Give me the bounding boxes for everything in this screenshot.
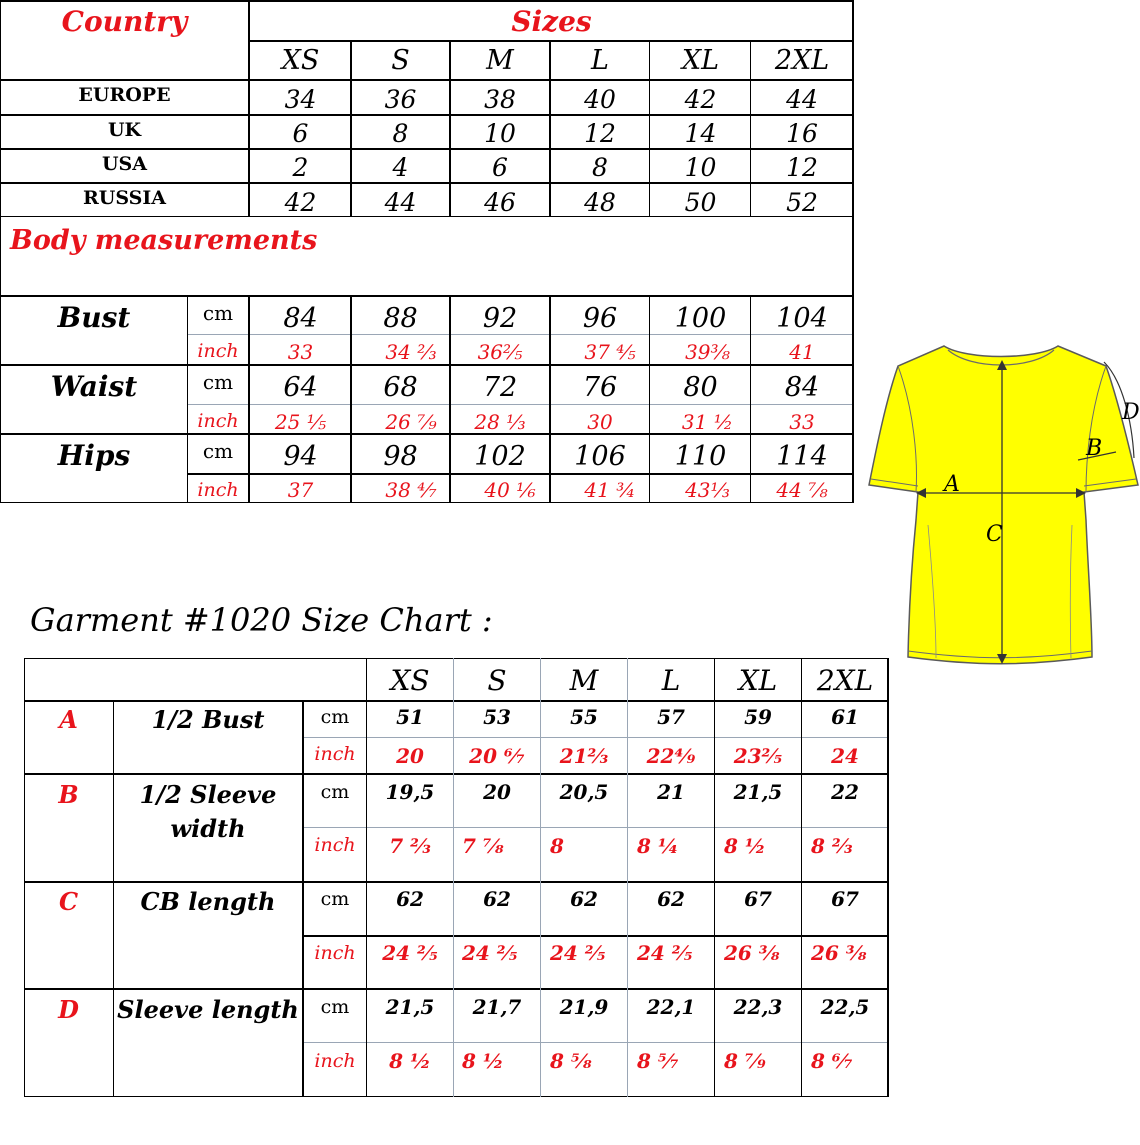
cm-value: 92 [482, 302, 518, 334]
inch-value: 30 [587, 410, 613, 434]
size-value: 12 [584, 118, 616, 148]
cm-value: 64 [283, 371, 318, 403]
inch-value: 41 ¾ [584, 478, 636, 502]
inch-value: 8 ⅔ [811, 834, 853, 858]
cm-value: 110 [674, 440, 727, 472]
garment-size-header-xs: XS [390, 663, 430, 697]
country-header: Country [61, 4, 188, 38]
inch-value: 8 ½ [462, 1049, 504, 1073]
unit-inch: inch [197, 339, 239, 362]
size-header-2xl: 2XL [774, 45, 830, 76]
garment-size-header-xl: XL [738, 663, 778, 697]
cm-value: 76 [582, 371, 618, 403]
unit-cm: cm [320, 888, 350, 910]
cm-value: 21,5 [733, 780, 783, 804]
country-label: RUSSIA [82, 187, 166, 209]
cm-value: 72 [482, 371, 518, 403]
inch-value: 34 ⅔ [385, 340, 437, 364]
inch-value: 26 ⅜ [811, 941, 867, 965]
unit-inch: inch [197, 478, 239, 501]
size-value: 4 [392, 152, 409, 182]
cm-value: 57 [657, 705, 685, 729]
cm-value: 55 [570, 705, 598, 729]
garment-size-header-l: L [661, 663, 681, 697]
size-value: 52 [786, 187, 818, 217]
inch-value: 37 [287, 478, 314, 502]
size-value: 10 [684, 152, 717, 182]
size-value: 42 [284, 187, 317, 217]
cm-value: 22,5 [820, 995, 870, 1019]
inch-value: 36⅖ [477, 340, 523, 364]
country-label: USA [101, 153, 148, 175]
body-measurements-title: Body measurements [10, 224, 318, 256]
cm-value: 19,5 [385, 780, 435, 804]
row-label: CB length [140, 886, 276, 916]
inch-value: 26 ⅜ [724, 941, 780, 965]
cm-value: 80 [683, 371, 718, 403]
size-value: 36 [384, 84, 417, 114]
inch-value: 7 ⅞ [462, 834, 504, 858]
unit-inch: inch [314, 942, 356, 964]
row-code: C [58, 886, 79, 916]
inch-value: 21⅔ [559, 744, 609, 768]
inch-value: 8 ⁶⁄₇ [811, 1049, 853, 1073]
inch-value: 39⅜ [685, 340, 730, 364]
cm-value: 22,1 [646, 995, 696, 1019]
cm-value: 59 [744, 705, 772, 729]
row-code: A [59, 704, 78, 734]
cm-value: 67 [831, 887, 859, 911]
size-value: 50 [684, 187, 717, 217]
cm-value: 20,5 [559, 780, 609, 804]
size-value: 44 [786, 84, 818, 114]
size-value: 38 [484, 84, 516, 114]
inch-value: 8 ¼ [637, 834, 679, 858]
cm-value: 62 [657, 887, 685, 911]
inch-value: 24 ⅖ [637, 941, 693, 965]
tshirt-diagram [866, 340, 1140, 670]
size-value: 10 [484, 118, 516, 148]
garment-chart-title: Garment #1020 Size Chart : [30, 601, 493, 639]
size-value: 44 [384, 187, 417, 217]
cm-value: 62 [483, 887, 511, 911]
diagram-label-d: D [1122, 399, 1140, 425]
unit-cm: cm [202, 301, 234, 325]
unit-cm: cm [320, 781, 350, 803]
inch-value: 37 ⅘ [584, 340, 636, 364]
size-value: 16 [786, 118, 818, 148]
diagram-label-b: B [1086, 435, 1103, 461]
cm-value: 21,5 [385, 995, 435, 1019]
size-value: 6 [292, 118, 309, 148]
cm-value: 22,3 [733, 995, 783, 1019]
cm-value: 21 [657, 780, 685, 804]
unit-inch: inch [314, 743, 356, 765]
inch-value: 24 [831, 744, 859, 768]
unit-inch: inch [197, 409, 239, 432]
inch-value: 7 ⅔ [389, 834, 431, 858]
cm-value: 84 [784, 371, 820, 403]
cm-value: 51 [396, 705, 424, 729]
cm-value: 53 [483, 705, 511, 729]
cm-value: 61 [831, 705, 859, 729]
row-label: 1/2 Bust [151, 704, 265, 734]
unit-inch: inch [314, 834, 356, 856]
unit-cm: cm [202, 370, 234, 394]
size-value: 34 [284, 84, 317, 114]
cm-value: 84 [283, 302, 318, 334]
cm-value: 104 [776, 302, 828, 334]
measurement-label: Bust [57, 300, 131, 334]
size-value: 6 [492, 152, 508, 182]
inch-value: 8 [550, 834, 564, 858]
country-label: EUROPE [78, 84, 171, 106]
garment-size-header-2xl: 2XL [816, 663, 874, 697]
measurement-label: Hips [57, 438, 131, 472]
size-value: 8 [592, 152, 608, 182]
cm-value: 62 [396, 887, 424, 911]
inch-value: 8 ½ [724, 834, 766, 858]
row-label: Sleeve length [117, 994, 299, 1024]
size-header-s: S [391, 45, 410, 76]
inch-value: 22⁴⁄₉ [646, 744, 696, 768]
cm-value: 88 [383, 302, 418, 334]
cm-value: 98 [383, 440, 418, 472]
inch-value: 24 ⅖ [382, 941, 438, 965]
cm-value: 94 [283, 440, 318, 472]
size-value: 14 [684, 118, 717, 148]
size-header-m: M [486, 45, 514, 76]
size-header-xl: XL [681, 45, 720, 76]
cm-value: 20 [483, 780, 511, 804]
diagram-label-a: A [944, 471, 960, 497]
inch-value: 43⅓ [685, 478, 730, 502]
country-label: UK [107, 119, 142, 141]
inch-value: 38 ⁴⁄₇ [385, 478, 437, 502]
cm-value: 102 [474, 440, 526, 472]
garment-size-header-m: M [569, 663, 599, 697]
inch-value: 33 [287, 340, 314, 364]
cm-value: 100 [674, 302, 727, 334]
cm-value: 62 [570, 887, 598, 911]
inch-value: 24 ⅖ [462, 941, 518, 965]
sizes-header: Sizes [511, 4, 592, 38]
unit-cm: cm [320, 706, 350, 728]
cm-value: 68 [383, 371, 418, 403]
cm-value: 96 [582, 302, 618, 334]
size-value: 42 [684, 84, 717, 114]
row-code: D [58, 994, 79, 1024]
inch-value: 26 ⁷⁄₉ [385, 410, 437, 434]
inch-value: 23⅖ [733, 744, 783, 768]
cm-value: 21,9 [559, 995, 609, 1019]
unit-inch: inch [314, 1050, 356, 1072]
size-value: 8 [392, 118, 409, 148]
inch-value: 8 ½ [389, 1049, 431, 1073]
cm-value: 106 [574, 440, 626, 472]
cm-value: 21,7 [472, 995, 522, 1019]
inch-value: 41 [789, 340, 815, 364]
unit-cm: cm [320, 996, 350, 1018]
size-header-l: L [591, 45, 609, 76]
cm-value: 67 [744, 887, 772, 911]
row-code: B [58, 779, 79, 809]
size-value: 2 [292, 152, 309, 182]
inch-value: 28 ⅓ [474, 410, 526, 434]
inch-value: 33 [789, 410, 815, 434]
size-value: 40 [584, 84, 616, 114]
size-header-xs: XS [281, 45, 320, 76]
inch-value: 20 [396, 744, 424, 768]
unit-cm: cm [202, 439, 234, 463]
row-label-line2: width [170, 813, 246, 843]
garment-size-header-s: S [487, 663, 507, 697]
measurement-label: Waist [50, 369, 138, 403]
inch-value: 8 ⁵⁄₇ [637, 1049, 679, 1073]
inch-value: 40 ⅙ [484, 478, 536, 502]
row-label-line1: 1/2 Sleeve [139, 779, 277, 809]
inch-value: 20 ⁶⁄₇ [469, 744, 525, 768]
size-value: 12 [786, 152, 818, 182]
cm-value: 22 [831, 780, 859, 804]
cm-value: 114 [776, 440, 828, 472]
inch-value: 8 ⅝ [550, 1049, 592, 1073]
inch-value: 8 ⁷⁄₉ [724, 1049, 766, 1073]
inch-value: 31 ½ [681, 410, 734, 434]
inch-value: 24 ⅖ [550, 941, 606, 965]
size-value: 48 [584, 187, 616, 217]
diagram-label-c: C [986, 521, 1003, 547]
inch-value: 44 ⅞ [776, 478, 828, 502]
inch-value: 25 ⅕ [274, 410, 327, 434]
size-value: 46 [484, 187, 516, 217]
